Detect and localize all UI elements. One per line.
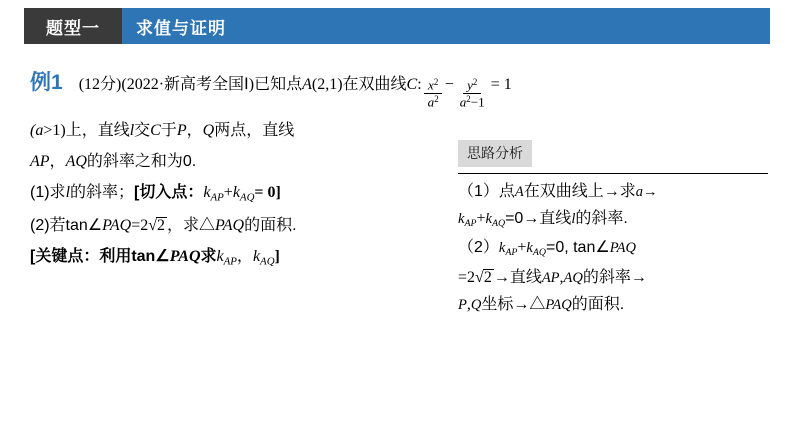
analysis-panel [458,140,768,324]
a-variable: (a [30,122,44,140]
a5-comma: , [466,295,471,313]
equals-one: = 1 [490,76,512,93]
a5-triangle-paq: PAQ [545,296,572,313]
a3-number: （2） [458,238,499,256]
a5-point-q: Q [470,296,482,313]
a4-sqrt-sign: √ [475,268,484,286]
point-q-symbol: Q [202,122,215,140]
line3-comma: ， [49,152,66,170]
frac2-den-exp: 2 [466,93,471,104]
a2-k-aq [486,211,506,227]
a3-plus: + [517,238,527,256]
sqrt-radicand: 2 [157,217,166,235]
a1-number: （1） [458,183,499,200]
q2-angle-paq: PAQ [102,217,132,235]
frac2-num-exp: 2 [472,76,478,87]
a2-text: =0→直线 [505,210,572,227]
keypoint-line [30,249,460,268]
q2-triangle-paq: PAQ [215,217,245,235]
line2-text-3: 于 [160,122,177,140]
frac2-den-var: a [459,94,467,110]
q2-text-2: ，求△ [167,217,216,235]
q1-k2-var: k [232,183,240,201]
a4-segment-aq: AQ [563,269,583,286]
q1-keypoint-close: = 0] [254,183,281,201]
stem-text-2: 在双曲线 [342,76,407,93]
example-label: 例1 [30,71,63,94]
a3-k2-sub: AQ [532,246,546,258]
a1-arrow: → [643,184,658,200]
analysis-tag-label: 思路分析 [458,140,532,167]
a4-sqrt [475,269,494,286]
line2-text-1: 上，直线 [65,122,130,140]
analysis-line-5 [458,297,768,313]
q1-k1-sub: AP [210,190,224,203]
a3-k2-var: k [526,239,533,256]
score-note: (12分) [78,76,122,93]
fraction-x2-over-a2 [424,78,443,109]
analysis-line-3 [458,240,768,258]
a3-text: =0, tan∠ [545,238,610,256]
section-header [24,8,770,44]
key-k1-var: k [216,248,224,266]
a-range: >1) [43,122,66,140]
key-k2-sub: AQ [260,255,275,268]
line2-text-4: 两点，直线 [214,122,295,140]
line2-text-2: 交 [134,122,151,140]
point-p-symbol: P [176,122,187,140]
question-2 [30,217,460,235]
key-k2-var: k [252,248,261,266]
keypoint-close: ] [274,248,280,266]
q1-text-1: (1)求 [30,183,66,201]
source-note: (2022·新高考全国Ⅰ) [121,76,255,93]
keypoint-qiu: 求 [200,248,217,266]
a5-text-2: 的面积. [571,295,625,313]
a3-k1-sub: AP [505,246,518,258]
stem-text-1: 已知点 [254,76,303,93]
a2-line-l: l [571,211,576,227]
frac2-den-tail: −1 [470,94,485,110]
a3-k-aq [526,240,546,256]
q1-k-aq [233,185,255,204]
a-open-paren [30,123,43,140]
frac1-den-exp: 2 [434,93,439,104]
a1-point-a: A [514,184,524,200]
problem-line-1 [30,71,512,110]
a4-segment-ap: AP [541,269,560,286]
q1-k-ap [203,185,223,204]
q2-text-1: (2)若tan∠ [30,217,103,235]
a1-text-1: 点 [498,183,515,200]
a2-k1-var: k [458,211,465,227]
analysis-body [458,173,768,313]
keypoint-open: [关键点：利用tan∠ [30,248,170,266]
q2-sqrt [148,217,167,235]
problem-line-3 [30,154,460,171]
fraction2-numerator [463,78,481,94]
frac1-num-var: x [428,77,434,92]
a3-angle-paq: PAQ [609,239,637,256]
analysis-line-1 [458,184,768,200]
a2-k-ap [458,211,476,227]
segment-ap: AP [30,152,50,170]
a2-plus: + [476,210,486,227]
point-a-symbol: A [302,76,312,93]
frac1-num-exp: 2 [433,76,439,87]
question-1 [30,185,460,204]
a3-k1-var: k [498,239,506,256]
a5-text-1: 坐标→△ [481,295,546,313]
sqrt-sign: √ [148,217,158,235]
a2-k2-sub: AQ [491,217,506,229]
q1-text-2: 的斜率； [70,183,135,201]
analysis-line-4 [458,269,768,286]
fraction-y2-over-a2minus1 [456,78,489,109]
a4-comma: , [559,268,564,286]
a4-equals: =2 [458,268,476,286]
q1-keypoint-open: [切入点： [134,183,204,201]
keypoint-k-ap [217,249,237,268]
fraction-numerator [424,78,442,94]
a2-k1-sub: AP [464,217,477,229]
colon-symbol: : [417,76,422,93]
q1-k1-var: k [203,183,211,201]
line3-text: 的斜率之和为0. [86,152,197,170]
a1-text-2: 在双曲线上→求 [523,183,636,200]
frac1-den-var: a [427,94,435,110]
header-title-label: 求值与证明 [122,8,770,44]
keypoint-k-aq [253,249,275,268]
segment-aq: AQ [65,152,87,170]
q2-text-3: 的面积. [244,217,297,235]
q1-line-l: l [65,183,71,201]
a4-text-2: 的斜率→ [582,268,647,286]
fraction-denominator [424,94,443,109]
line-l-symbol: l [129,122,135,140]
keypoint-comma: ， [236,248,253,266]
curve-c-symbol: C [406,76,418,93]
a1-var-a: a [635,184,644,200]
key-k1-sub: AP [223,255,237,268]
line2-comma: ， [186,122,203,140]
a5-point-p: P [458,296,467,313]
point-a-coords: (2,1) [311,76,343,93]
a4-sqrt-radicand: 2 [483,268,492,286]
minus-sign: − [444,76,454,93]
fraction2-denominator [456,94,489,109]
keypoint-angle-paq: PAQ [169,248,201,266]
a2-text-2: 的斜率. [575,210,628,227]
a3-k-ap [499,240,517,256]
analysis-line-2 [458,211,768,229]
a2-k2-var: k [485,211,492,227]
header-tag-label: 题型一 [24,8,122,44]
problem-line-2 [30,123,460,140]
frac2-num-var: y [467,77,473,92]
line2-curve-c: C [150,122,161,140]
a4-text-1: →直线 [493,268,542,286]
q1-plus: + [223,183,233,201]
q1-k2-sub: AQ [239,190,255,203]
q2-equals: =2 [131,217,149,235]
